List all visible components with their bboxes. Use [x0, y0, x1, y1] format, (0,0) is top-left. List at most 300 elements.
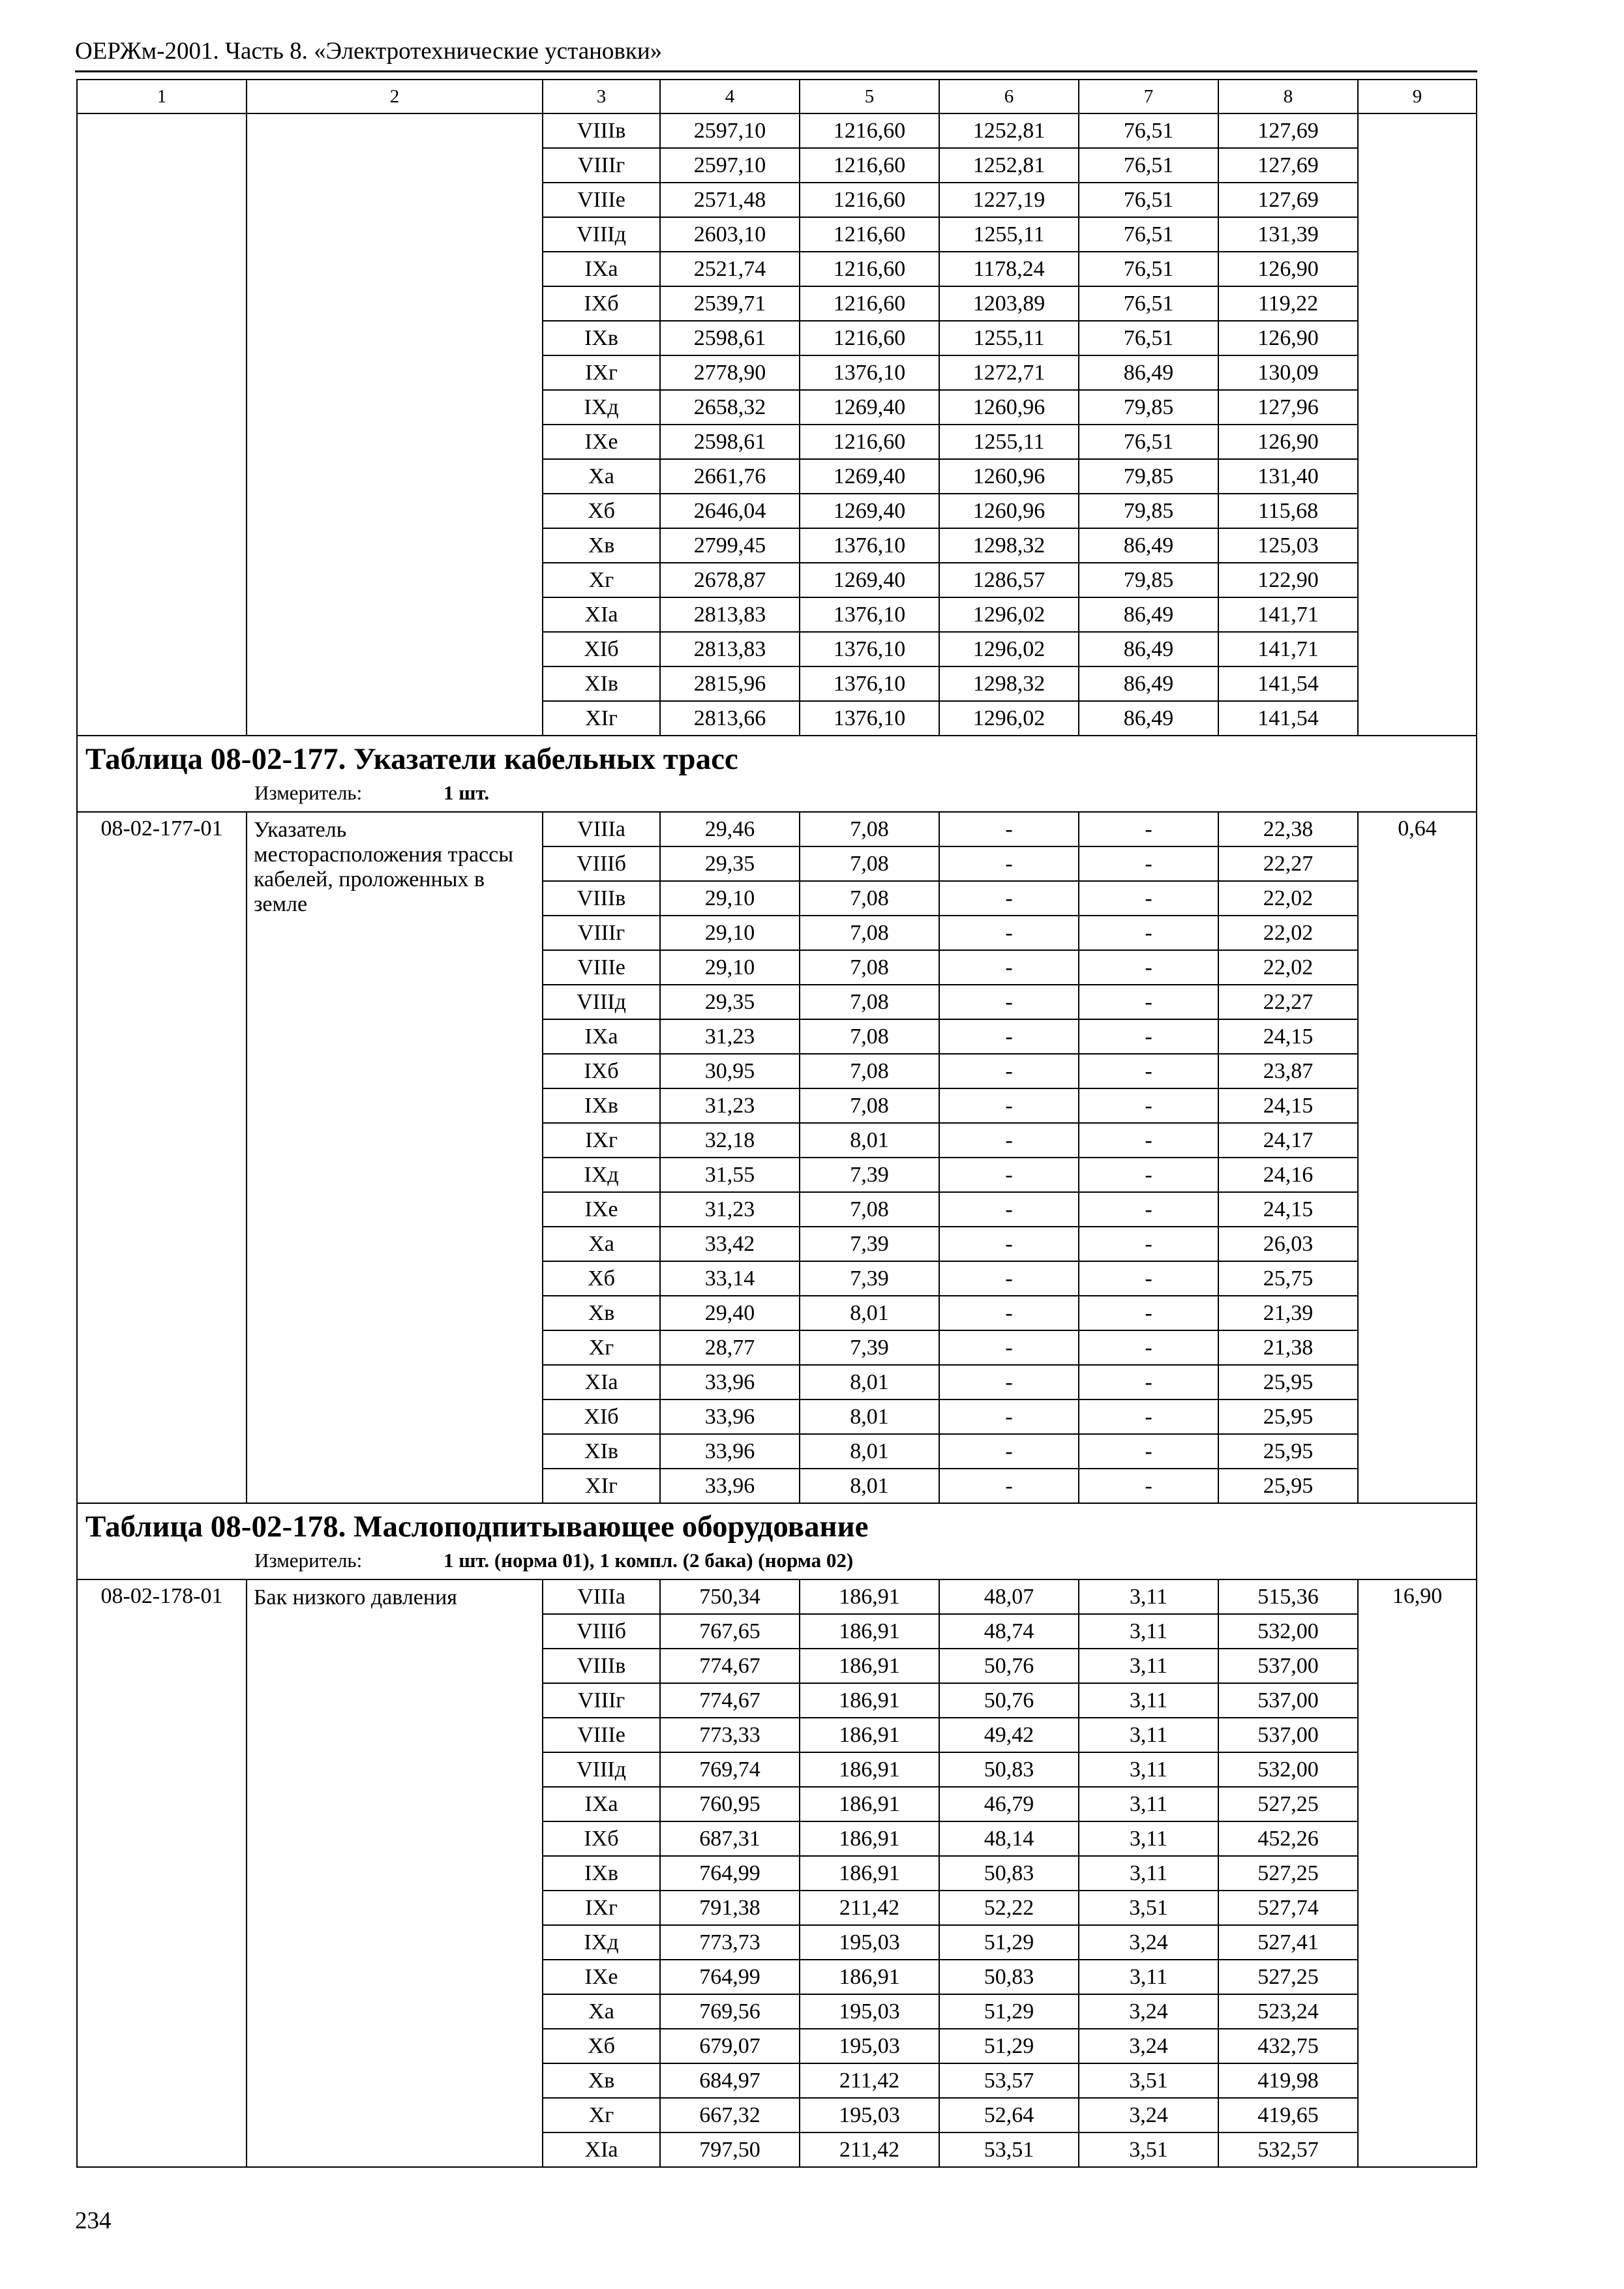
zone-cell: IXг — [543, 355, 660, 390]
value-cell: 48,14 — [939, 1821, 1079, 1856]
value-cell: 25,95 — [1218, 1399, 1358, 1434]
value-cell: 3,24 — [1079, 2029, 1218, 2063]
zone-cell: VIIIв — [543, 1649, 660, 1683]
zone-cell: IXв — [543, 1088, 660, 1123]
value-cell: 1203,89 — [939, 286, 1079, 321]
value-cell: - — [1079, 1261, 1218, 1296]
column-number: 8 — [1218, 80, 1358, 113]
value-cell: 1376,10 — [800, 528, 939, 563]
value-cell: 48,74 — [939, 1614, 1079, 1649]
value-cell: 537,00 — [1218, 1683, 1358, 1718]
value-cell: 2603,10 — [660, 217, 800, 252]
value-cell: 53,51 — [939, 2132, 1079, 2167]
value-cell: 1269,40 — [800, 390, 939, 425]
value-cell: 29,10 — [660, 916, 800, 950]
rate-code — [77, 113, 247, 736]
zone-cell: IXв — [543, 321, 660, 355]
value-cell: - — [939, 1365, 1079, 1399]
col9-value — [1358, 113, 1477, 736]
zone-cell: VIIIб — [543, 846, 660, 881]
value-cell: 527,25 — [1218, 1787, 1358, 1821]
value-cell: 1255,11 — [939, 425, 1079, 459]
value-cell: - — [939, 1330, 1079, 1365]
zone-cell: Xв — [543, 2063, 660, 2098]
meter-line — [254, 1550, 1476, 1570]
value-cell: 419,65 — [1218, 2098, 1358, 2132]
value-cell: 527,41 — [1218, 1925, 1358, 1960]
value-cell: 31,55 — [660, 1158, 800, 1192]
table-row — [77, 812, 1477, 846]
value-cell: 1376,10 — [800, 597, 939, 632]
value-cell: 86,49 — [1079, 528, 1218, 563]
zone-cell: Xв — [543, 528, 660, 563]
col9-value: 16,90 — [1358, 1579, 1477, 2167]
value-cell: 2799,45 — [660, 528, 800, 563]
value-cell: 1272,71 — [939, 355, 1079, 390]
value-cell: 769,56 — [660, 1994, 800, 2029]
value-cell: 29,10 — [660, 881, 800, 916]
value-cell: 1255,11 — [939, 217, 1079, 252]
value-cell: 1269,40 — [800, 494, 939, 528]
value-cell: 791,38 — [660, 1891, 800, 1925]
value-cell: 667,32 — [660, 2098, 800, 2132]
value-cell: 115,68 — [1218, 494, 1358, 528]
value-cell: 21,38 — [1218, 1330, 1358, 1365]
value-cell: 3,11 — [1079, 1614, 1218, 1649]
zone-cell: IXа — [543, 1787, 660, 1821]
meter-label: Измеритель: — [254, 1549, 363, 1572]
value-cell: 452,26 — [1218, 1821, 1358, 1856]
value-cell: 797,50 — [660, 2132, 800, 2167]
value-cell: 141,71 — [1218, 597, 1358, 632]
zone-cell: IXг — [543, 1123, 660, 1158]
header-rule — [75, 70, 1477, 72]
value-cell: - — [1079, 812, 1218, 846]
zone-cell: IXе — [543, 1192, 660, 1227]
zone-cell: IXд — [543, 390, 660, 425]
value-cell: 7,08 — [800, 916, 939, 950]
column-number: 9 — [1358, 80, 1477, 113]
value-cell: 764,99 — [660, 1856, 800, 1891]
value-cell: 76,51 — [1079, 183, 1218, 217]
value-cell: 31,23 — [660, 1019, 800, 1054]
value-cell: - — [1079, 1365, 1218, 1399]
value-cell: 76,51 — [1079, 321, 1218, 355]
table-title: Таблица 08-02-177. Указатели кабельных трасс — [85, 742, 738, 776]
value-cell: 1216,60 — [800, 183, 939, 217]
value-cell: 131,39 — [1218, 217, 1358, 252]
zone-cell: XIа — [543, 597, 660, 632]
value-cell: - — [939, 1469, 1079, 1503]
value-cell: 86,49 — [1079, 597, 1218, 632]
value-cell: 3,11 — [1079, 1649, 1218, 1683]
value-cell: 22,27 — [1218, 846, 1358, 881]
value-cell: 3,11 — [1079, 1579, 1218, 1614]
value-cell: 760,95 — [660, 1787, 800, 1821]
value-cell: - — [1079, 985, 1218, 1019]
value-cell: 186,91 — [800, 1649, 939, 1683]
value-cell: 86,49 — [1079, 355, 1218, 390]
zone-cell: VIIIг — [543, 916, 660, 950]
value-cell: 211,42 — [800, 2063, 939, 2098]
value-cell: 2658,32 — [660, 390, 800, 425]
value-cell: 127,69 — [1218, 113, 1358, 148]
value-cell: 48,07 — [939, 1579, 1079, 1614]
value-cell: 119,22 — [1218, 286, 1358, 321]
value-cell: 33,42 — [660, 1227, 800, 1261]
value-cell: 7,08 — [800, 1019, 939, 1054]
zone-cell: XIа — [543, 2132, 660, 2167]
page-header-title: ОЕРЖм-2001. Часть 8. «Электротехнические установки» — [75, 38, 663, 65]
zone-cell: VIIIг — [543, 1683, 660, 1718]
zone-cell: IXе — [543, 425, 660, 459]
value-cell: 25,75 — [1218, 1261, 1358, 1296]
rate-code: 08-02-177-01 — [77, 812, 247, 1503]
value-cell: 7,08 — [800, 1088, 939, 1123]
zone-cell: IXб — [543, 1054, 660, 1088]
zone-cell: XIг — [543, 1469, 660, 1503]
value-cell: 532,57 — [1218, 2132, 1358, 2167]
zone-cell: Xа — [543, 1994, 660, 2029]
section-heading-row — [77, 1503, 1477, 1579]
section-heading-row — [77, 736, 1477, 812]
meter-value: 1 шт. — [444, 781, 490, 804]
value-cell: 764,99 — [660, 1960, 800, 1994]
zone-cell: IXе — [543, 1960, 660, 1994]
value-cell: 7,39 — [800, 1158, 939, 1192]
value-cell: 1286,57 — [939, 563, 1079, 597]
work-name — [247, 113, 543, 736]
value-cell: 1216,60 — [800, 425, 939, 459]
value-cell: - — [1079, 1054, 1218, 1088]
column-number: 3 — [543, 80, 660, 113]
value-cell: 195,03 — [800, 1925, 939, 1960]
value-cell: 8,01 — [800, 1365, 939, 1399]
table-row — [77, 1579, 1477, 1614]
value-cell: 29,10 — [660, 950, 800, 985]
value-cell: 2597,10 — [660, 148, 800, 183]
value-cell: 8,01 — [800, 1434, 939, 1469]
value-cell: 24,16 — [1218, 1158, 1358, 1192]
value-cell: 7,39 — [800, 1330, 939, 1365]
value-cell: - — [939, 1399, 1079, 1434]
value-cell: 186,91 — [800, 1683, 939, 1718]
value-cell: 1376,10 — [800, 355, 939, 390]
zone-cell: IXг — [543, 1891, 660, 1925]
zone-cell: VIIIб — [543, 1614, 660, 1649]
value-cell: 52,22 — [939, 1891, 1079, 1925]
value-cell: - — [939, 1054, 1079, 1088]
zone-cell: XIв — [543, 1434, 660, 1469]
zone-cell: VIIIе — [543, 1718, 660, 1752]
value-cell: 76,51 — [1079, 425, 1218, 459]
value-cell: 2521,74 — [660, 252, 800, 286]
value-cell: 53,57 — [939, 2063, 1079, 2098]
value-cell: - — [939, 1123, 1079, 1158]
column-number-row — [77, 80, 1477, 113]
column-number: 2 — [247, 80, 543, 113]
value-cell: 7,39 — [800, 1261, 939, 1296]
rates-table — [76, 79, 1477, 2168]
value-cell: 76,51 — [1079, 148, 1218, 183]
meter-value: 1 шт. (норма 01), 1 компл. (2 бака) (норма 02) — [444, 1549, 854, 1572]
value-cell: 1260,96 — [939, 459, 1079, 494]
value-cell: 1252,81 — [939, 113, 1079, 148]
value-cell: 2571,48 — [660, 183, 800, 217]
zone-cell: Xг — [543, 2098, 660, 2132]
value-cell: 1298,32 — [939, 528, 1079, 563]
value-cell: - — [939, 1088, 1079, 1123]
zone-cell: IXа — [543, 252, 660, 286]
value-cell: 76,51 — [1079, 286, 1218, 321]
value-cell: - — [1079, 1019, 1218, 1054]
zone-cell: VIIIа — [543, 812, 660, 846]
value-cell: 186,91 — [800, 1579, 939, 1614]
value-cell: - — [939, 1019, 1079, 1054]
column-number: 7 — [1079, 80, 1218, 113]
zone-cell: VIIIг — [543, 148, 660, 183]
value-cell: - — [1079, 1330, 1218, 1365]
zone-cell: XIб — [543, 1399, 660, 1434]
value-cell: 131,40 — [1218, 459, 1358, 494]
value-cell: 76,51 — [1079, 113, 1218, 148]
value-cell: - — [939, 1296, 1079, 1330]
value-cell: 33,96 — [660, 1469, 800, 1503]
value-cell: 2598,61 — [660, 425, 800, 459]
value-cell: 1216,60 — [800, 252, 939, 286]
value-cell: 537,00 — [1218, 1718, 1358, 1752]
value-cell: - — [1079, 1296, 1218, 1330]
value-cell: 127,96 — [1218, 390, 1358, 425]
value-cell: 537,00 — [1218, 1649, 1358, 1683]
value-cell: 1260,96 — [939, 390, 1079, 425]
value-cell: 2678,87 — [660, 563, 800, 597]
value-cell: 1269,40 — [800, 563, 939, 597]
value-cell: 1296,02 — [939, 701, 1079, 736]
zone-cell: VIIIв — [543, 881, 660, 916]
value-cell: 7,08 — [800, 1054, 939, 1088]
value-cell: 33,96 — [660, 1434, 800, 1469]
value-cell: 3,51 — [1079, 1891, 1218, 1925]
value-cell: 49,42 — [939, 1718, 1079, 1752]
value-cell: 186,91 — [800, 1752, 939, 1787]
value-cell: 186,91 — [800, 1960, 939, 1994]
value-cell: 186,91 — [800, 1856, 939, 1891]
value-cell: - — [939, 812, 1079, 846]
value-cell: 3,51 — [1079, 2132, 1218, 2167]
value-cell: - — [1079, 916, 1218, 950]
value-cell: - — [1079, 1469, 1218, 1503]
value-cell: 24,15 — [1218, 1192, 1358, 1227]
value-cell: 432,75 — [1218, 2029, 1358, 2063]
value-cell: - — [1079, 950, 1218, 985]
value-cell: 50,76 — [939, 1683, 1079, 1718]
value-cell: 22,02 — [1218, 916, 1358, 950]
value-cell: - — [1079, 1088, 1218, 1123]
value-cell: - — [1079, 1123, 1218, 1158]
value-cell: 7,08 — [800, 985, 939, 1019]
value-cell: 2778,90 — [660, 355, 800, 390]
value-cell: 2597,10 — [660, 113, 800, 148]
value-cell: 25,95 — [1218, 1434, 1358, 1469]
value-cell: - — [1079, 1227, 1218, 1261]
zone-cell: XIг — [543, 701, 660, 736]
zone-cell: VIIIд — [543, 1752, 660, 1787]
zone-cell: IXв — [543, 1856, 660, 1891]
value-cell: 31,23 — [660, 1088, 800, 1123]
value-cell: - — [939, 1192, 1079, 1227]
value-cell: 33,96 — [660, 1365, 800, 1399]
value-cell: - — [939, 881, 1079, 916]
value-cell: 33,96 — [660, 1399, 800, 1434]
value-cell: 29,35 — [660, 985, 800, 1019]
zone-cell: Xг — [543, 563, 660, 597]
column-number: 4 — [660, 80, 800, 113]
value-cell: 1216,60 — [800, 113, 939, 148]
value-cell: 130,09 — [1218, 355, 1358, 390]
value-cell: 773,73 — [660, 1925, 800, 1960]
value-cell: 523,24 — [1218, 1994, 1358, 2029]
value-cell: 3,51 — [1079, 2063, 1218, 2098]
value-cell: 24,15 — [1218, 1088, 1358, 1123]
value-cell: 679,07 — [660, 2029, 800, 2063]
column-number: 6 — [939, 80, 1079, 113]
value-cell: 3,11 — [1079, 1683, 1218, 1718]
value-cell: 79,85 — [1079, 563, 1218, 597]
value-cell: 1255,11 — [939, 321, 1079, 355]
value-cell: 3,11 — [1079, 1821, 1218, 1856]
value-cell: 126,90 — [1218, 321, 1358, 355]
zone-cell: VIIIе — [543, 950, 660, 985]
zone-cell: IXб — [543, 1821, 660, 1856]
rate-code: 08-02-178-01 — [77, 1579, 247, 2167]
value-cell: - — [939, 916, 1079, 950]
value-cell: 419,98 — [1218, 2063, 1358, 2098]
value-cell: 8,01 — [800, 1296, 939, 1330]
zone-cell: VIIIа — [543, 1579, 660, 1614]
value-cell: 2815,96 — [660, 666, 800, 701]
value-cell: 29,35 — [660, 846, 800, 881]
zone-cell: IXд — [543, 1158, 660, 1192]
value-cell: 195,03 — [800, 2029, 939, 2063]
value-cell: 774,67 — [660, 1649, 800, 1683]
value-cell: 515,36 — [1218, 1579, 1358, 1614]
zone-cell: IXд — [543, 1925, 660, 1960]
value-cell: 773,33 — [660, 1718, 800, 1752]
section-heading — [77, 736, 1477, 812]
value-cell: 186,91 — [800, 1614, 939, 1649]
zone-cell: VIIIе — [543, 183, 660, 217]
meter-line — [254, 783, 1476, 803]
page-number: 234 — [75, 2207, 112, 2234]
value-cell: 2598,61 — [660, 321, 800, 355]
value-cell: 141,71 — [1218, 632, 1358, 666]
value-cell: 8,01 — [800, 1399, 939, 1434]
value-cell: 86,49 — [1079, 632, 1218, 666]
zone-cell: XIб — [543, 632, 660, 666]
zone-cell: Xб — [543, 1261, 660, 1296]
value-cell: 186,91 — [800, 1718, 939, 1752]
value-cell: 1298,32 — [939, 666, 1079, 701]
value-cell: 50,83 — [939, 1960, 1079, 1994]
zone-cell: IXб — [543, 286, 660, 321]
work-name: Бак низкого давления — [247, 1579, 543, 2167]
zone-cell: VIIIд — [543, 217, 660, 252]
value-cell: 127,69 — [1218, 148, 1358, 183]
value-cell: 1227,19 — [939, 183, 1079, 217]
value-cell: 33,14 — [660, 1261, 800, 1296]
value-cell: 532,00 — [1218, 1614, 1358, 1649]
value-cell: 21,39 — [1218, 1296, 1358, 1330]
value-cell: 684,97 — [660, 2063, 800, 2098]
value-cell: 1252,81 — [939, 148, 1079, 183]
value-cell: 86,49 — [1079, 701, 1218, 736]
value-cell: - — [939, 1227, 1079, 1261]
meter-label: Измеритель: — [254, 781, 363, 804]
zone-cell: XIв — [543, 666, 660, 701]
value-cell: 527,25 — [1218, 1960, 1358, 1994]
value-cell: 51,29 — [939, 2029, 1079, 2063]
value-cell: 7,39 — [800, 1227, 939, 1261]
value-cell: 30,95 — [660, 1054, 800, 1088]
value-cell: 3,11 — [1079, 1960, 1218, 1994]
value-cell: 1269,40 — [800, 459, 939, 494]
value-cell: 46,79 — [939, 1787, 1079, 1821]
value-cell: 86,49 — [1079, 666, 1218, 701]
value-cell: 7,08 — [800, 1192, 939, 1227]
value-cell: 2813,66 — [660, 701, 800, 736]
value-cell: 22,02 — [1218, 950, 1358, 985]
value-cell: 1216,60 — [800, 217, 939, 252]
value-cell: 22,38 — [1218, 812, 1358, 846]
value-cell: 25,95 — [1218, 1365, 1358, 1399]
value-cell: 774,67 — [660, 1683, 800, 1718]
work-name: Указатель месторасположения трассы кабелей, проложенных в земле — [247, 812, 543, 1503]
value-cell: 26,03 — [1218, 1227, 1358, 1261]
value-cell: 24,17 — [1218, 1123, 1358, 1158]
zone-cell: Xг — [543, 1330, 660, 1365]
value-cell: 7,08 — [800, 812, 939, 846]
value-cell: 3,11 — [1079, 1856, 1218, 1891]
zone-cell: Xа — [543, 459, 660, 494]
value-cell: 186,91 — [800, 1821, 939, 1856]
value-cell: 23,87 — [1218, 1054, 1358, 1088]
value-cell: 29,46 — [660, 812, 800, 846]
value-cell: 1216,60 — [800, 321, 939, 355]
value-cell: 52,64 — [939, 2098, 1079, 2132]
value-cell: 7,08 — [800, 881, 939, 916]
value-cell: 3,24 — [1079, 1994, 1218, 2029]
value-cell: 2539,71 — [660, 286, 800, 321]
value-cell: 1260,96 — [939, 494, 1079, 528]
value-cell: - — [939, 1434, 1079, 1469]
value-cell: 750,34 — [660, 1579, 800, 1614]
col9-value: 0,64 — [1358, 812, 1477, 1503]
zone-cell: XIа — [543, 1365, 660, 1399]
value-cell: 50,83 — [939, 1752, 1079, 1787]
value-cell: 1178,24 — [939, 252, 1079, 286]
value-cell: 767,65 — [660, 1614, 800, 1649]
value-cell: 527,25 — [1218, 1856, 1358, 1891]
value-cell: 3,11 — [1079, 1718, 1218, 1752]
value-cell: 127,69 — [1218, 183, 1358, 217]
zone-cell: Xв — [543, 1296, 660, 1330]
value-cell: 1376,10 — [800, 701, 939, 736]
value-cell: 527,74 — [1218, 1891, 1358, 1925]
value-cell: 211,42 — [800, 1891, 939, 1925]
value-cell: - — [1079, 1192, 1218, 1227]
value-cell: 76,51 — [1079, 252, 1218, 286]
